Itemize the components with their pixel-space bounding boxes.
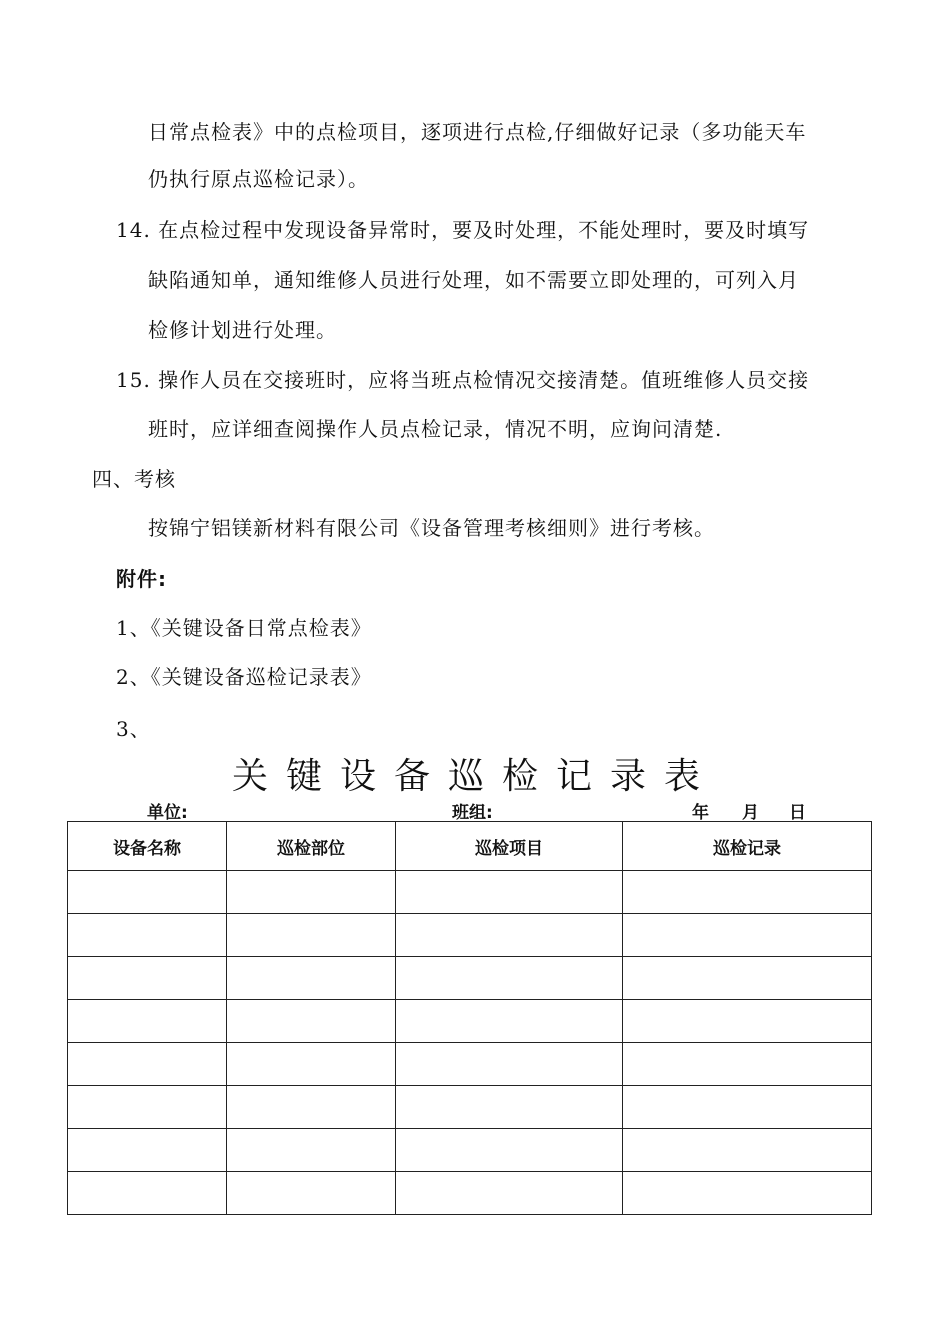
table-cell[interactable] [396,914,623,957]
table-cell[interactable] [623,1086,872,1129]
table-row [68,1000,872,1043]
paragraph-15-line-1: 15. 操作人员在交接班时，应将当班点检情况交接清楚。值班维修人员交接 [116,368,810,392]
day-label: 日 [789,803,806,823]
table-cell[interactable] [68,914,227,957]
table-cell[interactable] [227,914,396,957]
table-cell[interactable] [623,1129,872,1172]
table-row [68,957,872,1000]
table-cell[interactable] [396,1043,623,1086]
table-cell[interactable] [227,871,396,914]
paragraph-13-continuation-line-2: 仍执行原点巡检记录）。 [148,167,369,191]
table-cell[interactable] [68,871,227,914]
paragraph-13-continuation-line-1: 日常点检表》中的点检项目，逐项进行点检,仔细做好记录（多功能天车 [148,120,807,144]
table-cell[interactable] [68,957,227,1000]
table-row [68,1129,872,1172]
column-header-equipment-name: 设备名称 [68,822,227,871]
attachments-heading: 附件: [116,567,167,591]
table-cell[interactable] [623,1172,872,1215]
table-cell[interactable] [227,957,396,1000]
column-header-inspection-item: 巡检项目 [396,822,623,871]
section-4-heading: 四、考核 [92,467,176,491]
paragraph-14-line-3: 检修计划进行处理。 [148,318,337,342]
unit-label: 单位: [147,803,188,823]
table-cell[interactable] [396,871,623,914]
table-row [68,1172,872,1215]
column-header-inspection-part: 巡检部位 [227,822,396,871]
table-cell[interactable] [623,914,872,957]
table-cell[interactable] [623,1000,872,1043]
table-cell[interactable] [227,1000,396,1043]
table-cell[interactable] [623,1043,872,1086]
table-row [68,1043,872,1086]
form-title: 关键设备巡检记录表 [231,756,718,797]
table-cell[interactable] [396,1000,623,1043]
table-header-row [68,822,872,871]
paragraph-15-line-2: 班时，应详细查阅操作人员点检记录，情况不明，应询问清楚. [148,417,723,441]
table-cell[interactable] [227,1086,396,1129]
table-cell[interactable] [68,1172,227,1215]
section-4-body: 按锦宁铝镁新材料有限公司《设备管理考核细则》进行考核。 [148,516,715,540]
table-cell[interactable] [227,1172,396,1215]
table-row [68,1086,872,1129]
table-cell[interactable] [623,871,872,914]
attachment-item-2: 2、《关键设备巡检记录表》 [116,665,372,689]
paragraph-14-line-2: 缺陷通知单，通知维修人员进行处理，如不需要立即处理的，可列入月 [148,268,799,292]
table-cell[interactable] [68,1129,227,1172]
year-label: 年 [692,803,709,823]
inspection-record-table [67,821,872,1215]
paragraph-14-line-1: 14. 在点检过程中发现设备异常时，要及时处理，不能处理时，要及时填写 [116,218,810,242]
month-label: 月 [742,803,759,823]
table-cell[interactable] [68,1086,227,1129]
table-cell[interactable] [68,1043,227,1086]
attachment-item-3: 3、 [116,717,151,741]
table-cell[interactable] [396,1129,623,1172]
table-cell[interactable] [396,1086,623,1129]
team-label: 班组: [452,803,493,823]
table-cell[interactable] [68,1000,227,1043]
table-cell[interactable] [623,957,872,1000]
table-row [68,871,872,914]
attachment-item-1: 1、《关键设备日常点检表》 [116,616,372,640]
table-cell[interactable] [227,1129,396,1172]
column-header-inspection-record: 巡检记录 [623,822,872,871]
table-cell[interactable] [396,1172,623,1215]
table-row [68,914,872,957]
table-cell[interactable] [227,1043,396,1086]
table-cell[interactable] [396,957,623,1000]
